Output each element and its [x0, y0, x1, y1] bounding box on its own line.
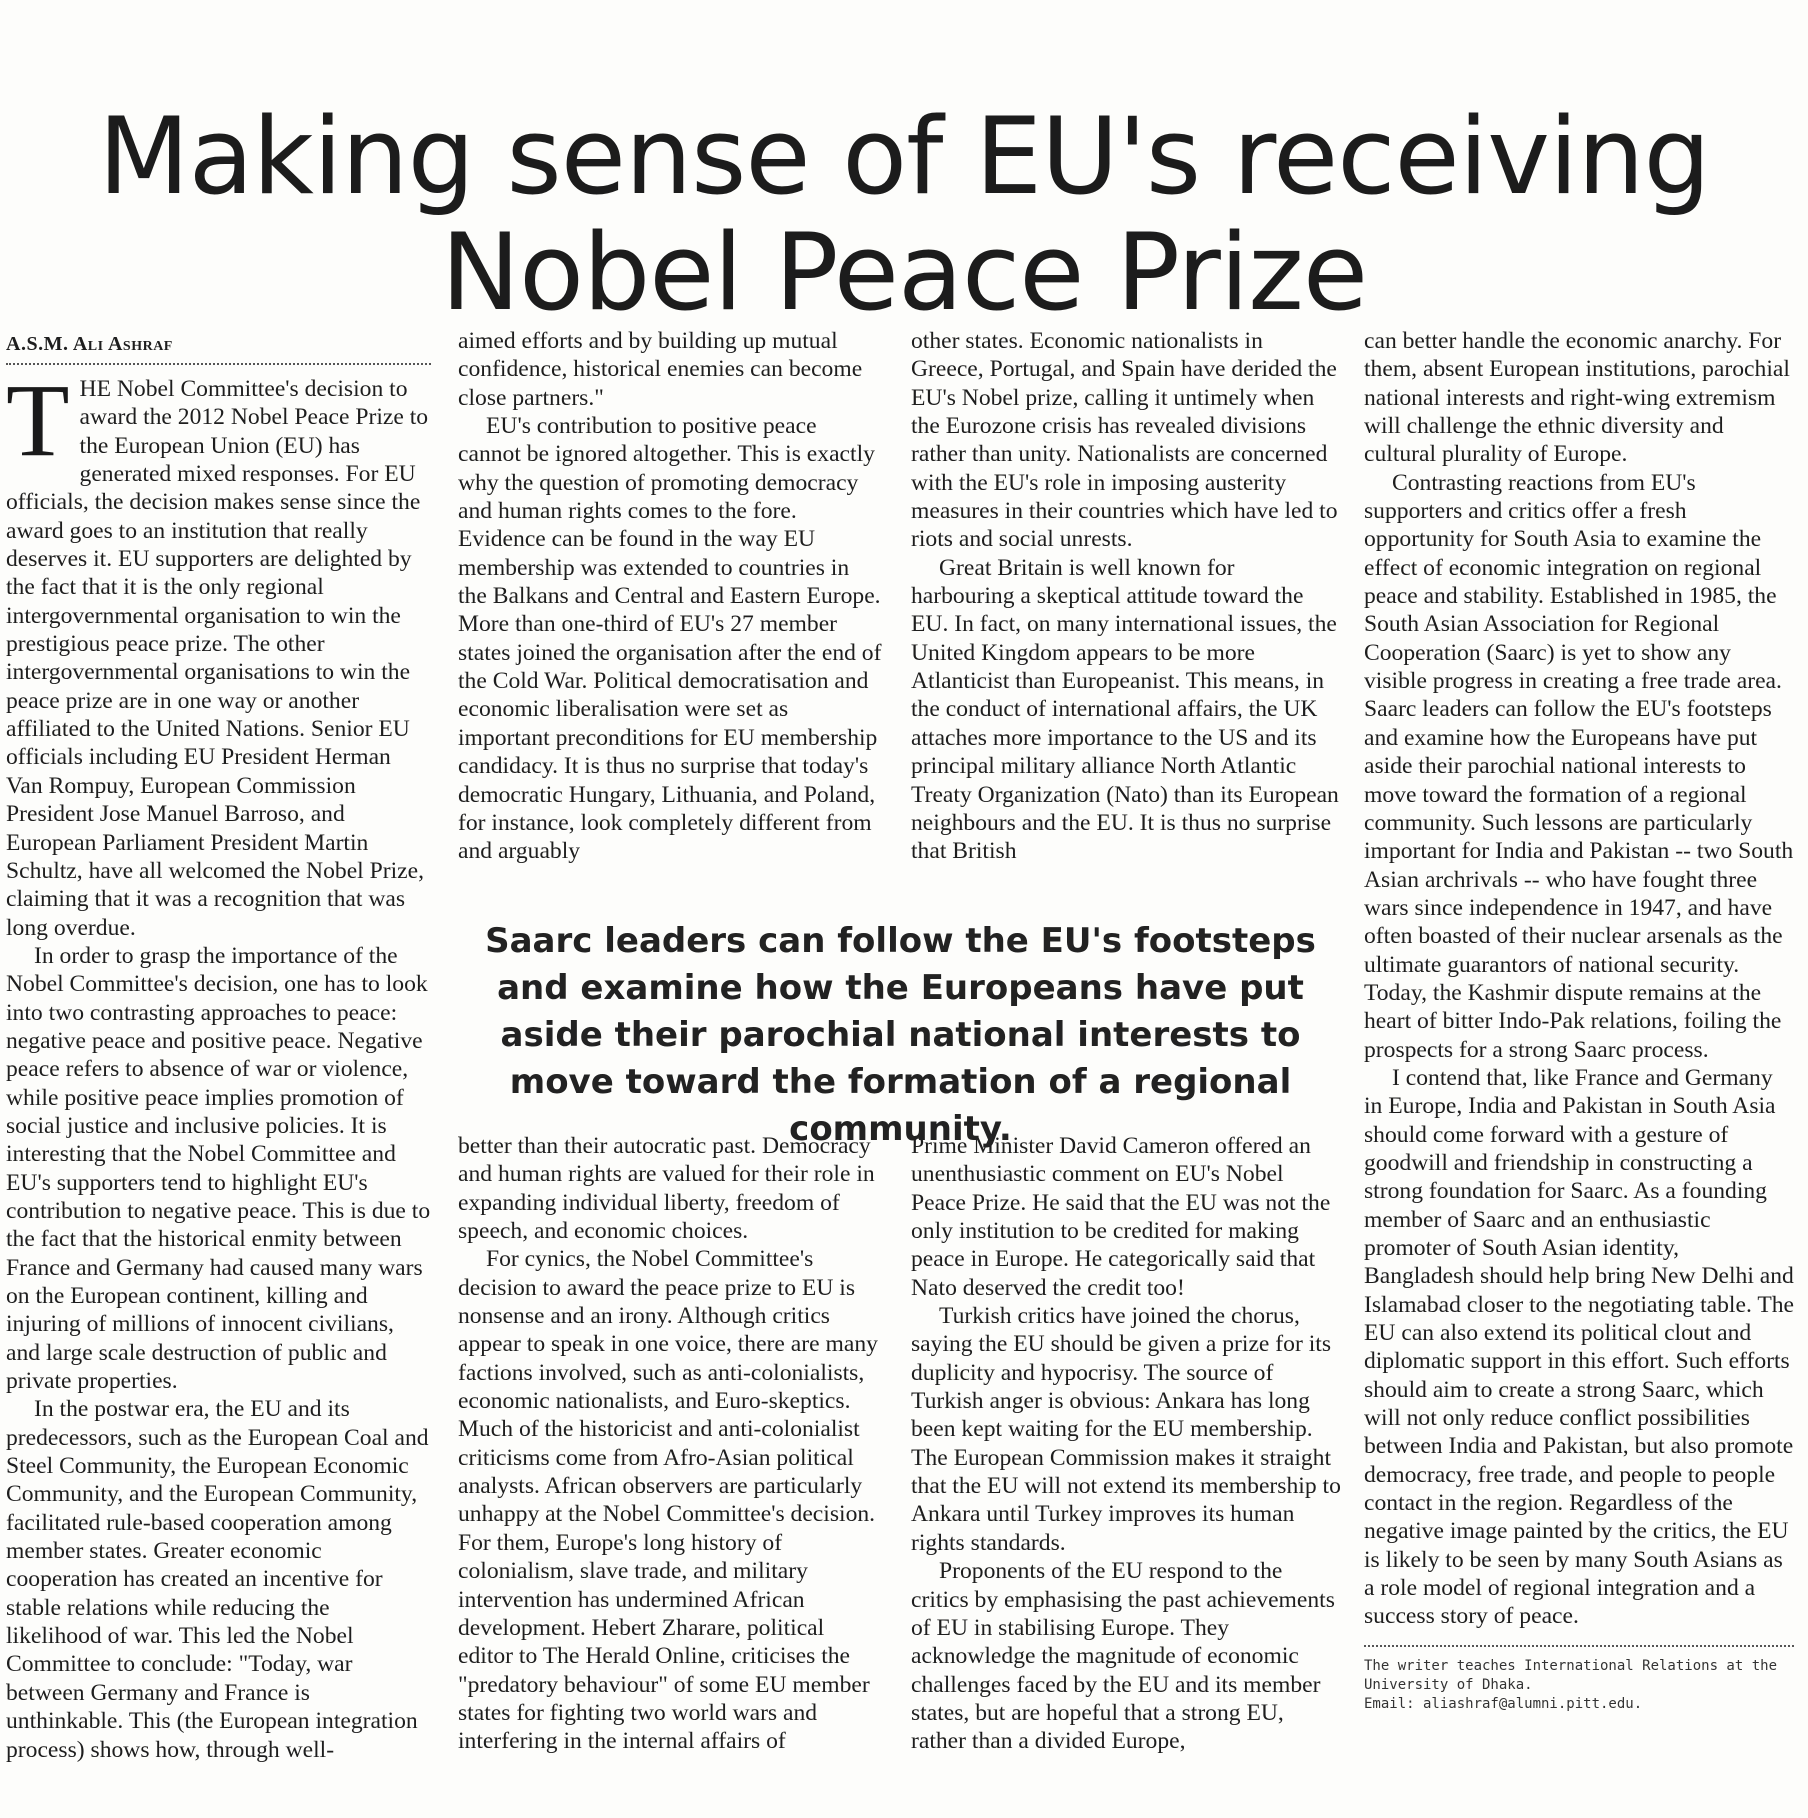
paragraph: other states. Economic nationalists in Greece, Portugal, and Spain have derided the EU's Nobel prize, calling it untimely when the Eurozone crisis has revealed divisions rather than unity. Nationalists are concerned with the EU's role in imposing austerity measures in their countries which have led to riots and social unrests.: [911, 328, 1338, 553]
headline-line-1: Making sense of EU's receiving: [98, 95, 1710, 219]
article-column-4: [1364, 327, 1794, 1818]
paragraph: THE Nobel Committee's decision to award the 2012 Nobel Peace Prize to the European Union (EU) has generated mixed responses. For EU officials, the decision makes sense since the award goes to an institution that really deserves it. EU supporters are delighted by the fact that it is the only regional intergovernmental organisation to win the prestigious peace prize. The other intergovernmental organisations to win the peace prize are in one way or another affiliated to the United Nations. Senior EU officials including EU President Herman Van Rompuy, European Commission President Jose Manuel Barroso, and European Parliament President Martin Schultz, have all welcomed the Nobel Prize, claiming that it was a recognition that was long overdue.: [6, 363, 429, 941]
article-column-1: [6, 327, 431, 1818]
paragraph: EU's contribution to positive peace cannot be ignored altogether. This is exactly why the question of promoting democracy and human rights comes to the fore. Evidence can be found in the way EU membership was extended to countries in the Balkans and Central and Eastern Europe. More than one-third of EU's 27 member states joined the organisation after the end of the Cold War. Political democratisation and economic liberalisation were set as important preconditions for EU membership candidacy. It is thus no surprise that today's democratic Hungary, Lithuania, and Poland, for instance, look completely different from and arguably: [458, 413, 882, 865]
byline-divider: [6, 363, 431, 365]
column-3-upper: [911, 327, 1341, 899]
footnote-line: University of Dhaka.: [1364, 1676, 1533, 1693]
footnote-email: Email: aliashraf@alumni.pitt.edu.: [1364, 1695, 1643, 1712]
paragraph: Prime Minister David Cameron offered an unenthusiastic comment on EU's Nobel Peace Prize. He said that the EU was not the only institution to be credited for making peace in Europe. He categorically said that Nato deserved the credit too!: [911, 1133, 1331, 1301]
pull-quote: Saarc leaders can follow the EU's footsteps and examine how the Europeans have put aside their parochial national interests to move toward the formation of a regional community.: [485, 921, 1316, 1149]
paragraph: I contend that, like France and Germany in Europe, India and Pakistan in South Asia should come forward with a gesture of goodwill and friendship in constructing a strong foundation for Saarc. As a founding member of Saarc and an enthusiastic promoter of South Asian identity, Bangladesh should help bring New Delhi and Islamabad closer to the negotiating table. The EU can also extend its political clout and diplomatic support in this effort. Such efforts should aim to create a strong Saarc, which will not only reduce conflict possibilities between India and Pakistan, but also promote democracy, free trade, and people to people contact in the region. Regardless of the negative image painted by the critics, the EU is likely to be seen by many South Asians as a role model of regional integration and a success story of peace.: [1364, 1064, 1794, 1630]
paragraph: can better handle the economic anarchy. For them, absent European institutions, parochial national interests and right-wing extremism will challenge the ethnic diversity and cultural plurality of Europe.: [1364, 328, 1790, 468]
footnote-line: The writer teaches International Relations at the: [1364, 1657, 1778, 1674]
paragraph: Proponents of the EU respond to the critics by emphasising the past achievements of EU in stabilising Europe. They acknowledge the magnitude of economic challenges faced by the EU and its member states, but are hopeful that a strong EU, rather than a divided Europe,: [911, 1558, 1335, 1755]
paragraph: Contrasting reactions from EU's supporters and critics offer a fresh opportunity for South Asia to examine the effect of economic integration on regional peace and stability. Established in 1985, the South Asian Association for Regional Cooperation (Saarc) is yet to show any visible progress in creating a free trade area. Saarc leaders can follow the EU's footsteps and examine how the Europeans have put aside their parochial national interests to move toward the formation of a regional community. Such lessons are particularly important for India and Pakistan -- two South Asian archrivals -- who have fought three wars since independence in 1947, and have often boasted of their nuclear arsenals as the ultimate guarantors of national security. Today, the Kashmir dispute remains at the heart of bitter Indo-Pak relations, foiling the prospects for a strong Saarc process.: [1364, 469, 1794, 1063]
headline-line-2: Nobel Peace Prize: [440, 211, 1368, 335]
paragraph: better than their autocratic past. Democracy and human rights are valued for their role in expanding individual liberty, freedom of speech, and economic choices.: [458, 1133, 875, 1245]
paragraph: For cynics, the Nobel Committee's decision to award the peace prize to EU is nonsense and an irony. Although critics appear to speak in one voice, there are many factions involved, such as anti-colonialists, economic nationalists, and Euro-skeptics. Much of the historicist and anti-colonialist criticisms come from Afro-Asian political analysts. African observers are particularly unhappy at the Nobel Committee's decision. For them, Europe's long history of colonialism, slave trade, and military intervention has undermined African development. Hebert Zharare, political editor to The Herald Online, criticises the "predatory behaviour" of some EU member states for fighting two world wars and interfering in the internal affairs of: [458, 1246, 878, 1755]
headline: [0, 95, 1808, 335]
footnote-divider: [1364, 1645, 1794, 1647]
paragraph: In the postwar era, the EU and its predecessors, such as the European Coal and Steel Community, the European Economic Community, and the European Community, facilitated rule-based cooperation among member states. Greater economic cooperation has created an incentive for stable relations while reducing the likelihood of war. This led the Nobel Committee to conclude: "Today, war between Germany and France is unthinkable. This (the European integration process) shows how, through well-: [6, 1396, 429, 1763]
paragraph: aimed efforts and by building up mutual confidence, historical enemies can become close partners.": [458, 328, 863, 411]
drop-cap: T: [6, 363, 70, 478]
paragraph: In order to grasp the importance of the Nobel Committee's decision, one has to look into two contrasting approaches to peace: negative peace and positive peace. Negative peace refers to absence of war or violence, while positive peace implies promotion of social justice and inclusive policies. It is interesting that the Nobel Committee and EU's supporters tend to highlight EU's contribution to negative peace. This is due to the fact that the historical enmity between France and Germany had caused many wars on the European continent, killing and injuring of millions of innocent civilians, and large scale destruction of public and private properties.: [6, 942, 431, 1395]
author-footnote: [1364, 1657, 1794, 1714]
paragraph: Great Britain is well known for harbouring a skeptical attitude toward the EU. In fact, on many international issues, the United Kingdom appears to be more Atlanticist than Europeanist. This means, in the conduct of international affairs, the UK attaches more importance to the US and its principal military alliance North Atlantic Treaty Organization (Nato) than its European neighbours and the EU. It is thus no surprise that British: [911, 554, 1339, 865]
column-2-upper: [458, 327, 883, 899]
byline: A.S.M. Ali Ashraf: [6, 333, 173, 355]
paragraph: Turkish critics have joined the chorus, saying the EU should be given a prize for its duplicity and hypocrisy. The source of Turkish anger is obvious: Ankara has long been kept waiting for the EU membership. The European Commission makes it straight that the EU will not extend its membership to Ankara until Turkey improves its human rights standards.: [911, 1303, 1341, 1556]
